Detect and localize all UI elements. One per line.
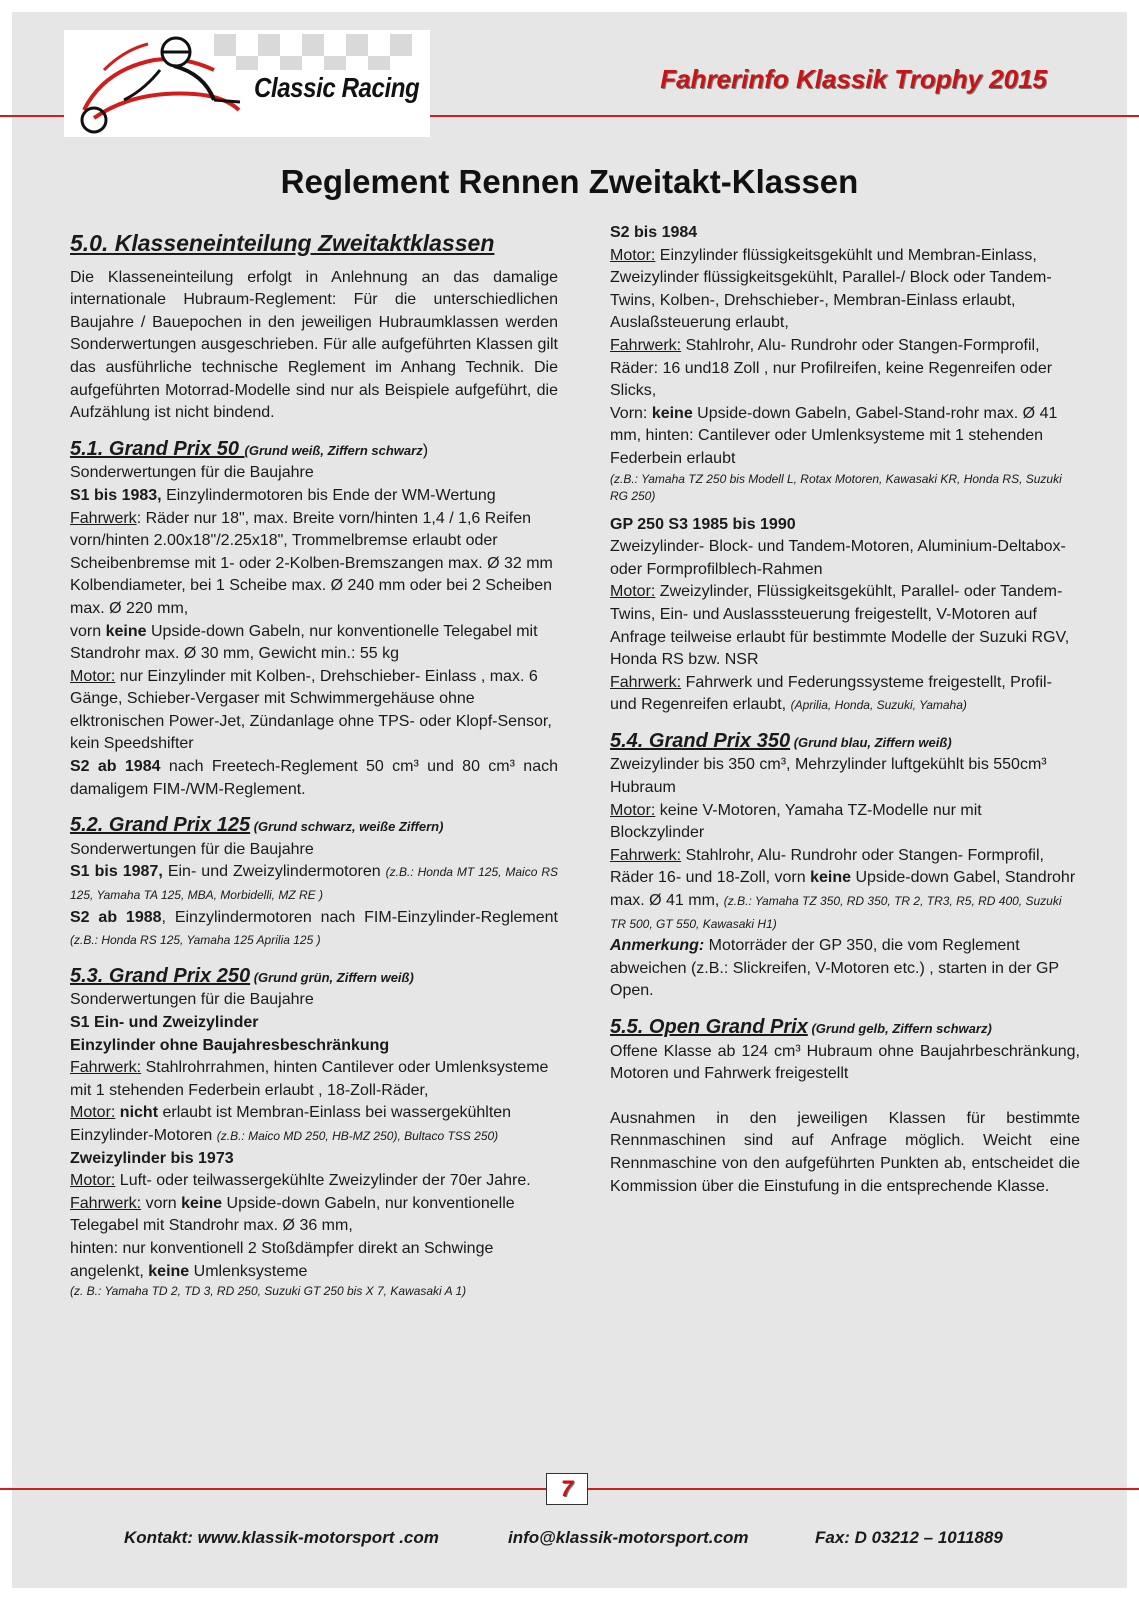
footer-fax: Fax: D 03212 – 1011889 [815,1528,1003,1547]
logo-text: Classic Racing [254,72,420,103]
header-title: Fahrerinfo Klassik Trophy 2015 [660,64,1047,94]
page-number: 7 [546,1473,588,1505]
subheading-gp250-s3: GP 250 S3 1985 bis 1990 [610,515,796,533]
right-column: S2 bis 1984 Motor: Einzylinder flüssigkeitsgekühlt und Membran-Einlass, Zweizylinder flüssigkeitsgekühlt, Parallel-/ Block oder Tandem-Twins, Kolben-, Drehschieber-, Membran-Einlass erlaubt, Auslaßsteuerung erlaubt, Fahrwerk: Stahlrohr, Alu- Rundrohr oder Stangen-Formprofil, Räder: 16 und18 Zoll , nur Profilreifen, keine Regenreifen oder Slicks, Vorn: keine Upside-down Gabeln, Gabel-Stand-rohr max. Ø 41 mm, hinten: Cantilever oder Umlenksysteme mit 1 stehenden Federbein erlaubt (z.B.: Yamaha TZ 250 bis Modell L, Rotax Motoren, Kawasaki KR, Honda RS, Suzuki RG 250) GP 250 S3 1985 bis 1990 Zweizylinder- Block- und Tandem-Motoren, Aluminium-Deltabox- oder Formprofilblech-Rahmen Motor: Zweizylinder, Flüssigkeitsgekühlt, Parallel- oder Tandem-Twins, Ein- und Auslasssteuerung freigestellt, V-Motoren auf Anfrage teilweise erlaubt für bestimmte Modelle der Suzuki RGV, Honda RS bzw. NSR Fahrwerk: Fahrwerk und Federungssysteme freigestellt, Profil- und Regenreifen erlaubt, (Aprilia, Honda, Suzuki, Yamaha) 5.4. Grand Prix 350 (Grund blau, Ziffern weiß) Zweizylinder bis 350 cm³, Mehrzylinder luftgekühlt bis 550cm³ Hubraum Motor: keine V-Motoren, Yamaha TZ-Modelle nur mit Blockzylinder Fahrwerk: Stahlrohr, Alu- Rundrohr oder Stangen- Formprofil, Räder 16- und 18-Zoll, vorn keine Upside-down Gabel, Standrohr max. Ø 41 mm, (z.B.: Yamaha TZ 350, RD 350, TR 2, TR3, R5, RD 400, Suzuki TR 500, GT 550, Kawasaki H1) Anmerkung: Motorräder der GP 350, die vom Reglement abweichen (z.B.: Slickreifen, V-Motoren etc.) , starten in der GP Open. 5.5. Open Grand Prix (Grund gelb, Ziffern schwarz) Offene Klasse ab 124 cm³ Hubraum ohne Baujahrbeschränkung, Motoren und Fahrwerk freigestellt Ausnahmen in den jeweiligen Klassen für bestimmte Rennmaschinen sind auf Anfrage möglich. Weicht eine Rennmaschine von den aufgeführten Punkten ab, entscheidet die Kommission über die Einstufung in die entsprechende Klasse. [610,222,1080,1198]
section-heading-5-5: 5.5. Open Grand Prix [610,1016,808,1038]
section-heading-5-4: 5.4. Grand Prix 350 [610,729,791,752]
section-heading-5-0: 5.0. Klasseneinteilung Zweitaktklassen [70,230,495,256]
footer-email: info@klassik-motorsport.com [508,1528,749,1547]
paragraph: Die Klasseneinteilung erfolgt in Anlehnung an das damalige internationale Hubraum-Reglement: Für die unterschiedlichen Baujahre / Bauepochen in den jeweiligen Hubraumklassen werden Sonderwertungen ausgeschrieben. Für alle aufgeführten Klassen gilt das ausführliche technische Reglement im Anhang Technik. Die aufgeführten Motorrad-Modelle sind nur als Beispiele aufgeführt, die Aufzählung ist nicht bindend. [70,268,558,422]
paragraph-ausnahmen: Ausnahmen in den jeweiligen Klassen für bestimmte Rennmaschinen sind auf Anfrage möglich. Weicht eine Rennmaschine von den aufgeführten Punkten ab, entscheidet die Kommission über die Einstufung in die entsprechende Klasse. [610,1109,1080,1195]
section-heading-5-3: 5.3. Grand Prix 250 [70,964,251,987]
logo [64,30,430,137]
left-column: 5.0. Klasseneinteilung Zweitaktklassen Die Klasseneinteilung erfolgt in Anlehnung an das damalige internationale Hubraum-Reglement: Für die unterschiedlichen Baujahre / Bauepochen in den jeweiligen Hubraumklassen werden Sonderwertungen ausgeschrieben. Für alle aufgeführten Klassen gilt das ausführliche technische Reglement im Anhang Technik. Die aufgeführten Motorrad-Modelle sind nur als Beispiele aufgeführt, die Aufzählung ist nicht bindend. 5.1. Grand Prix 50 (Grund weiß, Ziffern schwarz) Sonderwertungen für die Baujahre S1 bis 1983, Einzylindermotoren bis Ende der WM-Wertung Fahrwerk: Räder nur 18", max. Breite vorn/hinten 1,4 / 1,6 Reifen vorn/hinten 2.00x18"/2.25x18", Trommelbremse erlaubt oder Scheibenbremse mit 1- oder 2-Kolben-Bremszangen max. Ø 32 mm Kolbendiameter, bei 1 Scheibe max. Ø 240 mm oder bei 2 Scheiben max. Ø 220 mm, vorn keine Upside-down Gabeln, nur konventionelle Telegabel mit Standrohr max. Ø 30 mm, Gewicht min.: 55 kg Motor: nur Einzylinder mit Kolben-, Drehschieber- Einlass , max. 6 Gänge, Schieber-Vergaser mit Schwimmergehäuse ohne elktronischen Power-Jet, Zündanlage ohne TPS- oder Klopf-Sensor, kein Speedshifter S2 ab 1984 nach Freetech-Reglement 50 cm³ und 80 cm³ nach damaligem FIM-/WM-Reglement. 5.2. Grand Prix 125 (Grund schwarz, weiße Ziffern) Sonderwertungen für die Baujahre S1 bis 1987, Ein- und Zweizylindermotoren (z.B.: Honda MT 125, Maico RS 125, Yamaha TA 125, MBA, Morbidelli, MZ RE ) S2 ab 1988, Einzylindermotoren nach FIM-Einzylinder-Reglement (z.B.: Honda RS 125, Yamaha 125 Aprilia 125 ) 5.3. Grand Prix 250 (Grund grün, Ziffern weiß) Sonderwertungen für die Baujahre S1 Ein- und Zweizylinder Einzylinder ohne Baujahresbeschränkung Fahrwerk: Stahlrohrrahmen, hinten Cantilever oder Umlenksysteme mit 1 stehenden Federbein erlaubt , 18-Zoll-Räder, Motor: nicht erlaubt ist Membran-Einlass bei wassergekühlten Einzylinder-Motoren (z.B.: Maico MD 250, HB-MZ 250), Bultaco TSS 250) Zweizylinder bis 1973 Motor: Luft- oder teilwassergekühlte Zweizylinder der 70er Jahre. Fahrwerk: vorn keine Upside-down Gabeln, nur konventionelle Telegabel mit Standrohr max. Ø 36 mm, hinten: nur konventionell 2 Stoßdämpfer direkt an Schwinge angelenkt, keine Umlenksysteme (z. B.: Yamaha TD 2, TD 3, RD 250, Suzuki GT 250 bis X 7, Kawasaki A 1) [70,230,558,1299]
footer-contact: Kontakt: www.klassik-motorsport .com [124,1528,439,1547]
page-title: Reglement Rennen Zweitakt-Klassen [280,163,859,200]
subheading-s2: S2 bis 1984 [610,224,698,241]
section-heading-5-2: 5.2. Grand Prix 125 [70,814,251,837]
section-heading-5-1: 5.1. Grand Prix 50 [70,437,245,460]
